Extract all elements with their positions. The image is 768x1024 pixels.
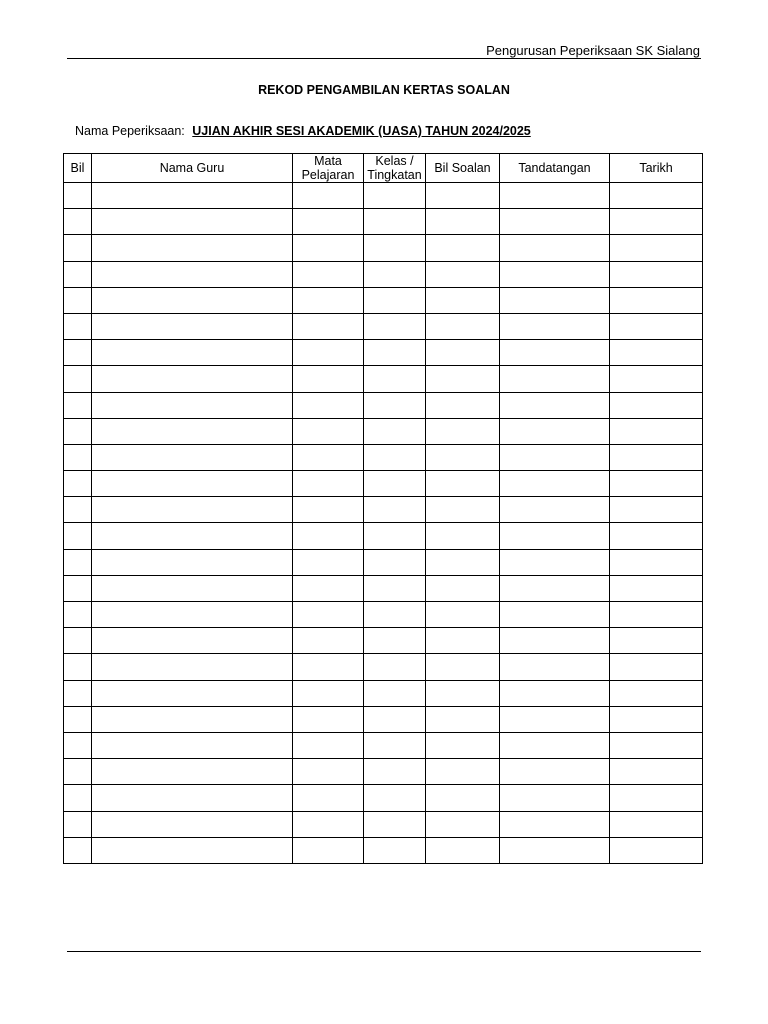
kelas-tingkatan-cell [364, 340, 426, 366]
mata-pelajaran-cell [293, 837, 364, 863]
kelas-tingkatan-cell [364, 602, 426, 628]
tandatangan-cell [500, 759, 610, 785]
table-row [64, 837, 703, 863]
footer-divider [67, 951, 701, 952]
bil-cell [64, 471, 92, 497]
kelas-tingkatan-cell [364, 392, 426, 418]
tarikh-cell [610, 523, 703, 549]
kelas-tingkatan-cell [364, 732, 426, 758]
kelas-tingkatan-cell [364, 418, 426, 444]
tandatangan-cell [500, 523, 610, 549]
kelas-tingkatan-cell [364, 261, 426, 287]
kelas-tingkatan-cell [364, 549, 426, 575]
bil-soalan-cell [426, 313, 500, 339]
bil-cell [64, 418, 92, 444]
table-row [64, 706, 703, 732]
tandatangan-cell [500, 785, 610, 811]
bil-soalan-cell [426, 497, 500, 523]
mata-pelajaran-cell [293, 235, 364, 261]
exam-name-label: Nama Peperiksaan: [75, 124, 185, 138]
mata-pelajaran-cell [293, 444, 364, 470]
tarikh-cell [610, 759, 703, 785]
nama-guru-cell [92, 340, 293, 366]
bil-cell [64, 759, 92, 785]
tandatangan-cell [500, 549, 610, 575]
bil-cell [64, 209, 92, 235]
nama-guru-cell [92, 706, 293, 732]
table-row [64, 654, 703, 680]
nama-guru-cell [92, 654, 293, 680]
tarikh-cell [610, 444, 703, 470]
mata-pelajaran-cell [293, 287, 364, 313]
bil-cell [64, 340, 92, 366]
tarikh-cell [610, 471, 703, 497]
nama-guru-cell [92, 366, 293, 392]
bil-cell [64, 811, 92, 837]
bil-soalan-cell [426, 209, 500, 235]
bil-cell [64, 444, 92, 470]
exam-name-value: UJIAN AKHIR SESI AKADEMIK (UASA) TAHUN 2024/2025 [192, 124, 531, 138]
tandatangan-cell [500, 418, 610, 444]
table-row [64, 261, 703, 287]
tarikh-cell [610, 575, 703, 601]
nama-guru-cell [92, 549, 293, 575]
mata-pelajaran-cell [293, 418, 364, 444]
table-header-row [64, 154, 703, 183]
tarikh-cell [610, 287, 703, 313]
kelas-tingkatan-cell [364, 444, 426, 470]
bil-soalan-cell [426, 471, 500, 497]
kelas-tingkatan-cell [364, 497, 426, 523]
nama-guru-cell [92, 287, 293, 313]
tarikh-cell [610, 732, 703, 758]
tarikh-cell [610, 235, 703, 261]
tarikh-cell [610, 785, 703, 811]
nama-guru-cell [92, 785, 293, 811]
mata-pelajaran-cell [293, 706, 364, 732]
tandatangan-cell [500, 235, 610, 261]
mata-pelajaran-cell [293, 680, 364, 706]
record-table [63, 153, 703, 864]
bil-cell [64, 183, 92, 209]
column-header-bil: Bil [64, 154, 92, 183]
mata-pelajaran-cell [293, 523, 364, 549]
tandatangan-cell [500, 602, 610, 628]
bil-soalan-cell [426, 654, 500, 680]
tandatangan-cell [500, 654, 610, 680]
tandatangan-cell [500, 575, 610, 601]
tarikh-cell [610, 340, 703, 366]
tarikh-cell [610, 628, 703, 654]
bil-soalan-cell [426, 837, 500, 863]
mata-pelajaran-cell [293, 759, 364, 785]
page-header-text: Pengurusan Peperiksaan SK Sialang [486, 43, 700, 58]
table-row [64, 811, 703, 837]
mata-pelajaran-cell [293, 811, 364, 837]
kelas-tingkatan-cell [364, 471, 426, 497]
table-row [64, 732, 703, 758]
tandatangan-cell [500, 313, 610, 339]
table-row [64, 392, 703, 418]
kelas-tingkatan-cell [364, 811, 426, 837]
column-header-bil-soalan: Bil Soalan [426, 154, 500, 183]
table-row [64, 575, 703, 601]
tandatangan-cell [500, 340, 610, 366]
nama-guru-cell [92, 732, 293, 758]
nama-guru-cell [92, 392, 293, 418]
tandatangan-cell [500, 680, 610, 706]
bil-cell [64, 261, 92, 287]
tandatangan-cell [500, 366, 610, 392]
table-row [64, 287, 703, 313]
column-header-tarikh: Tarikh [610, 154, 703, 183]
header-divider [67, 58, 701, 59]
bil-cell [64, 706, 92, 732]
table-row [64, 209, 703, 235]
bil-soalan-cell [426, 392, 500, 418]
table-row [64, 602, 703, 628]
nama-guru-cell [92, 183, 293, 209]
mata-pelajaran-cell [293, 575, 364, 601]
nama-guru-cell [92, 602, 293, 628]
table-row [64, 471, 703, 497]
nama-guru-cell [92, 523, 293, 549]
table-row [64, 680, 703, 706]
nama-guru-cell [92, 261, 293, 287]
nama-guru-cell [92, 759, 293, 785]
mata-pelajaran-cell [293, 785, 364, 811]
nama-guru-cell [92, 313, 293, 339]
nama-guru-cell [92, 209, 293, 235]
bil-soalan-cell [426, 287, 500, 313]
table-row [64, 183, 703, 209]
tandatangan-cell [500, 628, 610, 654]
kelas-tingkatan-cell [364, 313, 426, 339]
nama-guru-cell [92, 837, 293, 863]
bil-soalan-cell [426, 602, 500, 628]
bil-cell [64, 602, 92, 628]
tarikh-cell [610, 183, 703, 209]
tarikh-cell [610, 602, 703, 628]
bil-soalan-cell [426, 523, 500, 549]
bil-soalan-cell [426, 575, 500, 601]
mata-pelajaran-cell [293, 654, 364, 680]
bil-soalan-cell [426, 183, 500, 209]
bil-cell [64, 732, 92, 758]
kelas-tingkatan-cell [364, 575, 426, 601]
bil-soalan-cell [426, 706, 500, 732]
mata-pelajaran-cell [293, 340, 364, 366]
kelas-tingkatan-cell [364, 209, 426, 235]
nama-guru-cell [92, 235, 293, 261]
tandatangan-cell [500, 471, 610, 497]
kelas-tingkatan-cell [364, 366, 426, 392]
bil-soalan-cell [426, 785, 500, 811]
nama-guru-cell [92, 628, 293, 654]
table-row [64, 444, 703, 470]
bil-cell [64, 235, 92, 261]
table-row [64, 366, 703, 392]
tandatangan-cell [500, 811, 610, 837]
mata-pelajaran-cell [293, 261, 364, 287]
table-row [64, 313, 703, 339]
bil-soalan-cell [426, 444, 500, 470]
tandatangan-cell [500, 392, 610, 418]
tandatangan-cell [500, 497, 610, 523]
kelas-tingkatan-cell [364, 680, 426, 706]
nama-guru-cell [92, 471, 293, 497]
table-row [64, 759, 703, 785]
mata-pelajaran-cell [293, 209, 364, 235]
kelas-tingkatan-cell [364, 628, 426, 654]
tandatangan-cell [500, 287, 610, 313]
bil-cell [64, 523, 92, 549]
bil-cell [64, 575, 92, 601]
bil-cell [64, 392, 92, 418]
bil-cell [64, 313, 92, 339]
bil-cell [64, 785, 92, 811]
mata-pelajaran-cell [293, 549, 364, 575]
column-header-tandatangan: Tandatangan [500, 154, 610, 183]
tarikh-cell [610, 261, 703, 287]
kelas-tingkatan-cell [364, 785, 426, 811]
mata-pelajaran-cell [293, 497, 364, 523]
bil-soalan-cell [426, 549, 500, 575]
tarikh-cell [610, 418, 703, 444]
bil-cell [64, 497, 92, 523]
mata-pelajaran-cell [293, 313, 364, 339]
tandatangan-cell [500, 837, 610, 863]
tarikh-cell [610, 549, 703, 575]
nama-guru-cell [92, 444, 293, 470]
table-row [64, 549, 703, 575]
tarikh-cell [610, 837, 703, 863]
mata-pelajaran-cell [293, 732, 364, 758]
bil-soalan-cell [426, 366, 500, 392]
bil-soalan-cell [426, 732, 500, 758]
bil-soalan-cell [426, 418, 500, 444]
tarikh-cell [610, 366, 703, 392]
kelas-tingkatan-cell [364, 759, 426, 785]
kelas-tingkatan-cell [364, 183, 426, 209]
bil-cell [64, 654, 92, 680]
exam-name-line [75, 124, 531, 138]
table-row [64, 628, 703, 654]
nama-guru-cell [92, 680, 293, 706]
kelas-tingkatan-cell [364, 523, 426, 549]
bil-cell [64, 366, 92, 392]
table-row [64, 235, 703, 261]
tarikh-cell [610, 654, 703, 680]
tarikh-cell [610, 209, 703, 235]
record-table-body [64, 183, 703, 864]
mata-pelajaran-cell [293, 602, 364, 628]
mata-pelajaran-cell [293, 471, 364, 497]
tandatangan-cell [500, 209, 610, 235]
tarikh-cell [610, 680, 703, 706]
tarikh-cell [610, 497, 703, 523]
bil-soalan-cell [426, 811, 500, 837]
bil-cell [64, 287, 92, 313]
table-row [64, 418, 703, 444]
document-title: REKOD PENGAMBILAN KERTAS SOALAN [258, 83, 510, 97]
column-header-kelas-tingkatan: Kelas / Tingkatan [364, 154, 426, 183]
mata-pelajaran-cell [293, 628, 364, 654]
column-header-nama-guru: Nama Guru [92, 154, 293, 183]
bil-cell [64, 549, 92, 575]
bil-soalan-cell [426, 628, 500, 654]
kelas-tingkatan-cell [364, 654, 426, 680]
nama-guru-cell [92, 811, 293, 837]
tandatangan-cell [500, 183, 610, 209]
bil-cell [64, 628, 92, 654]
bil-cell [64, 837, 92, 863]
bil-cell [64, 680, 92, 706]
tandatangan-cell [500, 444, 610, 470]
tarikh-cell [610, 313, 703, 339]
nama-guru-cell [92, 418, 293, 444]
mata-pelajaran-cell [293, 366, 364, 392]
bil-soalan-cell [426, 759, 500, 785]
table-row [64, 523, 703, 549]
kelas-tingkatan-cell [364, 706, 426, 732]
bil-soalan-cell [426, 261, 500, 287]
tandatangan-cell [500, 706, 610, 732]
bil-soalan-cell [426, 235, 500, 261]
tandatangan-cell [500, 732, 610, 758]
table-row [64, 340, 703, 366]
tandatangan-cell [500, 261, 610, 287]
tarikh-cell [610, 811, 703, 837]
bil-soalan-cell [426, 680, 500, 706]
mata-pelajaran-cell [293, 392, 364, 418]
bil-soalan-cell [426, 340, 500, 366]
column-header-mata-pelajaran: Mata Pelajaran [293, 154, 364, 183]
tarikh-cell [610, 706, 703, 732]
mata-pelajaran-cell [293, 183, 364, 209]
table-row [64, 785, 703, 811]
kelas-tingkatan-cell [364, 235, 426, 261]
kelas-tingkatan-cell [364, 287, 426, 313]
table-row [64, 497, 703, 523]
nama-guru-cell [92, 575, 293, 601]
kelas-tingkatan-cell [364, 837, 426, 863]
tarikh-cell [610, 392, 703, 418]
nama-guru-cell [92, 497, 293, 523]
